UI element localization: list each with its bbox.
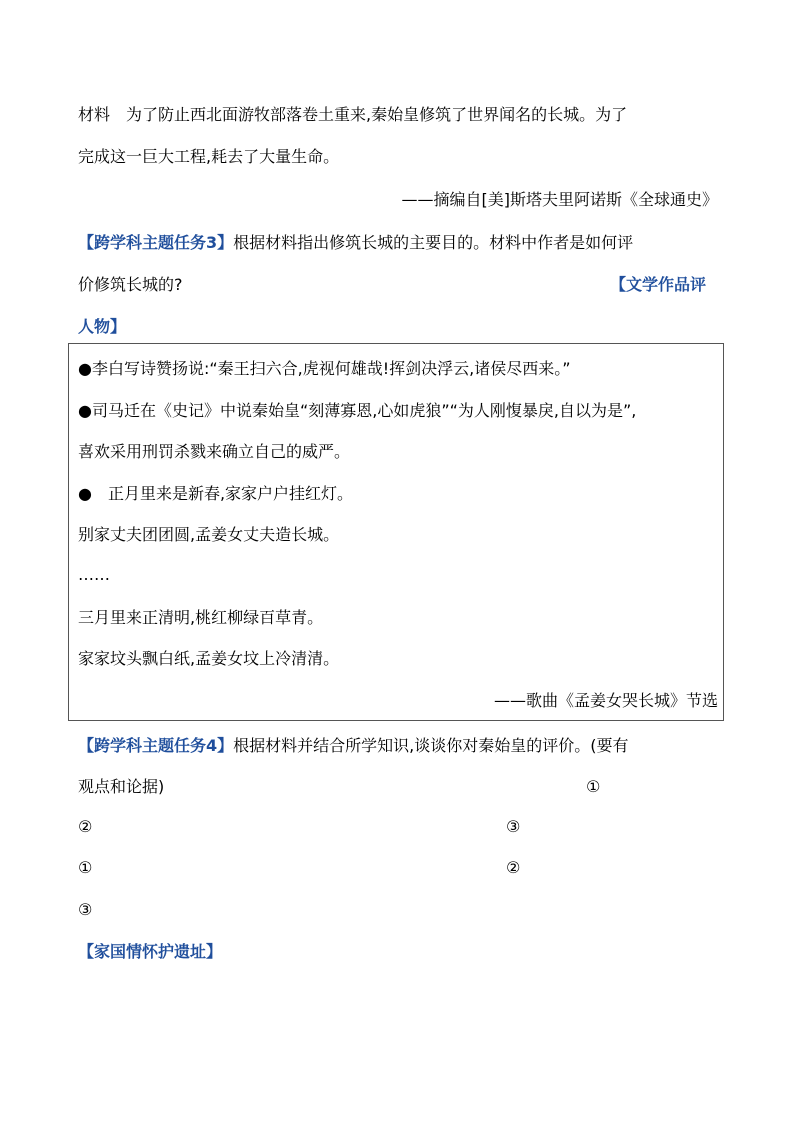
task4-tag: 【跨学科主题任务4】 [78,736,234,755]
answer-mark-5: ② [506,858,521,877]
quote-li-bai: ●李白写诗赞扬说:“秦王扫六合,虎视何雄哉!挥剑决浮云,诸侯尽西来。” [78,359,571,378]
section-tag-heritage: 【家国情怀护遗址】 [78,942,223,961]
quote-sima-qian-line-2: 喜欢采用刑罚杀戮来确立自己的威严。 [78,442,351,461]
task4-question-part1: 根据材料并结合所学知识,谈谈你对秦始皇的评价。(要有 [233,736,629,755]
song-line-1: ● 正月里来是新春,家家户户挂红灯。 [78,484,354,503]
answer-mark-1: ① [586,777,601,796]
song-ellipsis: …… [78,565,110,584]
answer-mark-4: ① [78,858,93,877]
material-line-1: 材料 为了防止西北面游牧部落卷土重来,秦始皇修筑了世界闻名的长城。为了 [78,105,628,124]
section-tag-literature-b: 人物】 [78,317,127,336]
quote-sima-qian-line-1: ●司马迁在《史记》中说秦始皇“刻薄寡恩,心如虎狼”“为人刚愎暴戾,自以为是”, [78,401,637,420]
answer-mark-3: ③ [506,817,521,836]
task4-question-part2: 观点和论据) [78,777,165,796]
material-source: ——摘编自[美]斯塔夫里阿诺斯《全球通史》 [401,190,718,209]
answer-mark-2: ② [78,817,93,836]
material-line-2: 完成这一巨大工程,耗去了大量生命。 [78,147,340,166]
section-tag-literature-a: 【文学作品评 [610,275,707,294]
task3-line-1 [78,232,633,254]
song-source: ——歌曲《孟姜女哭长城》节选 [493,691,718,710]
answer-mark-6: ③ [78,900,93,919]
task3-tag: 【跨学科主题任务3】 [78,233,234,252]
song-line-4: 三月里来正清明,桃红柳绿百草青。 [78,608,324,627]
song-line-2: 别家丈夫团团圆,孟姜女丈夫造长城。 [78,525,340,544]
task4-line-1 [78,735,628,757]
task3-question-part1: 根据材料指出修筑长城的主要目的。材料中作者是如何评 [233,233,634,252]
song-line-5: 家家坟头飘白纸,孟姜女坟上冷清清。 [78,649,340,668]
task3-question-part2: 价修筑长城的? [78,275,183,294]
